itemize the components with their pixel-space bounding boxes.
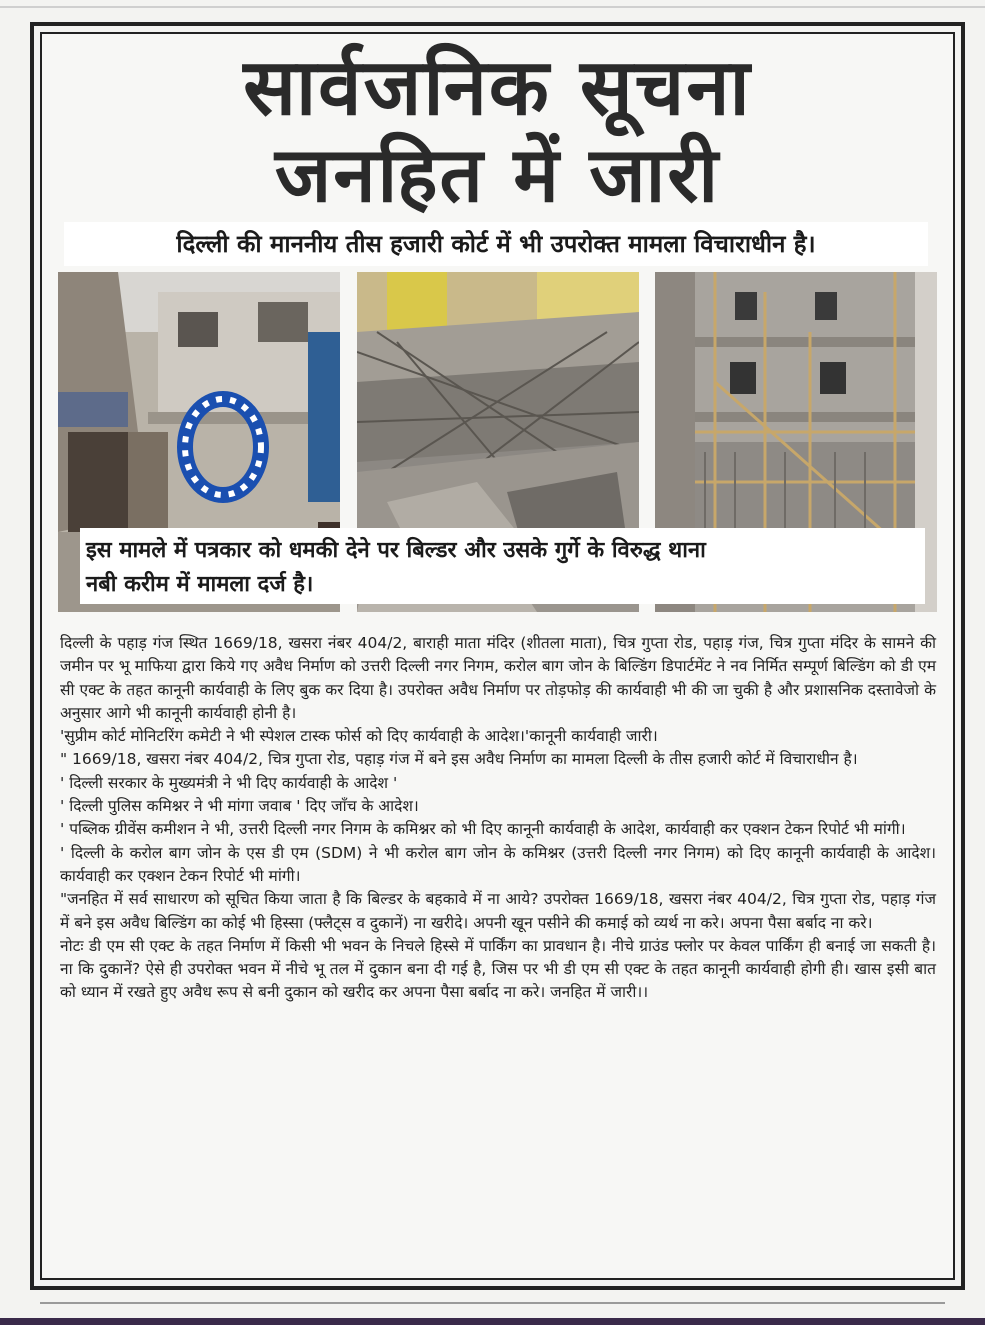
body-paragraph: नोटः डी एम सी एक्ट के तहत निर्माण में किसी भी भवन के निचले हिस्से में पार्किंग का प्रावधान है। नीचे ग्राउंड फ्लोर पर केवल पार्किंग ही बनाई जा सकती है। ना कि दुकानें? ऐसे ही उपरोक्त भवन में नीचे भू तल में दुकान बना दी गई है, जिस पर भी डी एम सी एक्ट के तहत कानूनी कार्यवाही होगी ही। खास इसी बात को ध्यान में रखते हुए अवैध रूप से बनी दुकान को खरीद कर अपना पैसा बर्बाद ना करे। जनहित में जारी।।: [60, 936, 936, 1002]
headline-line-1: सार्वजनिक सूचना: [243, 43, 752, 133]
body-paragraph: "जनहित में सर्व साधारण को सूचित किया जाता है कि बिल्डर के बहकावे में ना आये? उपरोक्त 1669/18, खसरा नंबर 404/2, चित्र गुप्ता रोड, पहाड़ गंज में बने इस अवैध बिल्डिंग का कोई भी हिस्सा (फ्लैट्स व दुकानें) ना खरीदे। अपनी खून पसीने की कमाई को व्यर्थ ना करे। अपना पैसा बर्बाद ना करे।: [60, 890, 936, 932]
headline-line-2: जनहित में जारी: [274, 130, 721, 219]
body-paragraph: ' दिल्ली पुलिस कमिश्नर ने भी मांगा जवाब ' दिए जाँच के आदेश।: [60, 797, 419, 816]
photo-caption-line-2: नबी करीम में मामला दर्ज है।: [86, 572, 314, 597]
court-notice: दिल्ली की माननीय तीस हजारी कोर्ट में भी उपरोक्त मामला विचाराधीन है।: [64, 222, 928, 266]
body-paragraph: ' दिल्ली सरकार के मुख्यमंत्री ने भी दिए कार्यवाही के आदेश ': [60, 773, 398, 792]
body-paragraph: ' पब्लिक ग्रीवेंस कमीशन ने भी, उत्तरी दिल्ली नगर निगम के कमिश्नर को भी दिए कानूनी कार्यवाही के आदेश, कार्यवाही कर एक्शन टेकन रिपोर्ट भी मांगी।: [60, 820, 906, 839]
body-paragraph: 'सुप्रीम कोर्ट मोनिटरिंग कमेटी ने भी स्पेशल टास्क फोर्स को दिए कार्यवाही के आदेश।'कानूनी कार्यवाही जारी।: [60, 727, 658, 746]
top-divider: [0, 6, 985, 8]
photo-caption-line-1: इस मामले में पत्रकार को धमकी देने पर बिल्डर और उसके गुर्गे के विरुद्ध थाना: [86, 538, 706, 563]
body-paragraph: " 1669/18, खसरा नंबर 404/2, चित्र गुप्ता रोड, पहाड़ गंज में बने इस अवैध निर्माण का मामला दिल्ली के तीस हजारी कोर्ट में विचाराधीन है।: [60, 750, 858, 769]
notice-body: [60, 632, 936, 1005]
bottom-divider: [40, 1302, 945, 1304]
bottom-edge-strip: [0, 1318, 985, 1325]
photo-caption: [80, 528, 925, 604]
body-paragraph: ' दिल्ली के करोल बाग जोन के एस डी एम (SDM) ने भी करोल बाग जोन के कमिश्नर (उत्तरी दिल्ली नगर निगम) को दिए कानूनी कार्यवाही के आदेश। कार्यवाही कर एक्शन टेकन रिपोर्ट भी मांगी।: [60, 843, 936, 885]
body-paragraph: दिल्ली के पहाड़ गंज स्थित 1669/18, खसरा नंबर 404/2, बाराही माता मंदिर (शीतला माता), चित्र गुप्ता रोड, पहाड़ गंज, चित्र गुप्ता मंदिर के सामने की जमीन पर भू माफिया द्वारा किये गए अवैध निर्माण को उत्तरी दिल्ली नगर निगम, करोल बाग जोन के बिल्डिंग डिपार्टमेंट ने नव निर्मित सम्पूर्ण बिल्डिंग को डी एम सी एक्ट के तहत कानूनी कार्यवाही के लिए बुक कर दिया है। उपरोक्त अवैध निर्माण पर तोड़फोड़ की कार्यवाही भी की जा चुकी है और प्रशासनिक दस्तावेजो के अनुसार आगे भी कानूनी कार्यवाही होनी है।: [60, 634, 936, 722]
